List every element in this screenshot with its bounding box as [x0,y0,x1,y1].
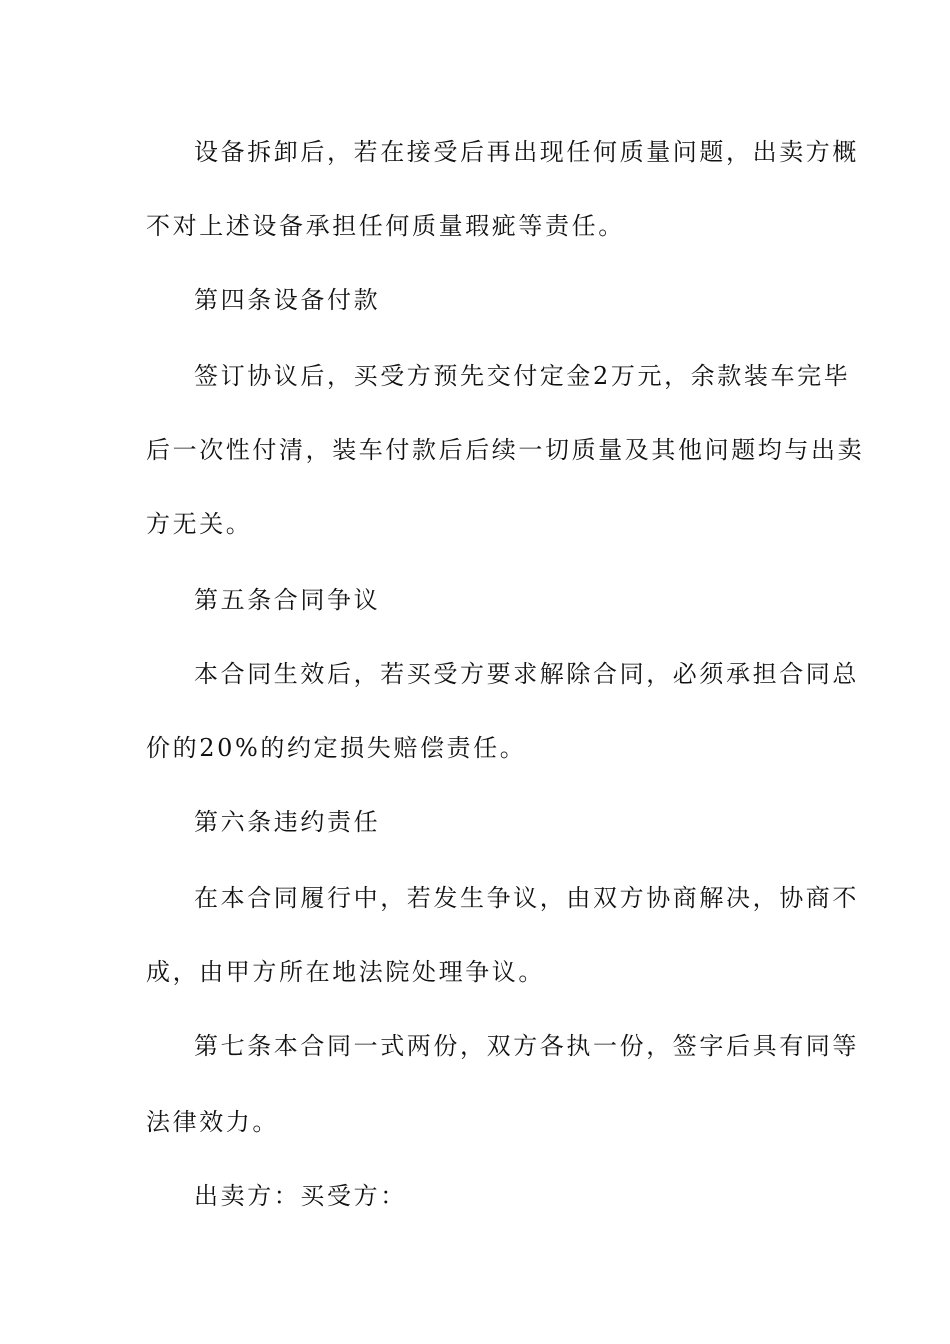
paragraph-line: 法律效力。 [146,1108,279,1136]
paragraph-line: 在本合同履行中，若发生争议，由双方协商解决，协商不 [194,884,859,912]
paragraph-line: 方无关。 [146,510,253,538]
signature-line: 出卖方：买受方： [194,1182,407,1210]
paragraph-line: 第七条本合同一式两份，双方各执一份，签字后具有同等 [194,1032,859,1060]
paragraph-line: 本合同生效后，若买受方要求解除合同，必须承担合同总 [194,660,859,688]
paragraph-line: 价的20%的约定损失赔偿责任。 [146,734,527,762]
paragraph-line: 后一次性付清，装车付款后后续一切质量及其他问题均与出卖 [146,436,865,464]
section-heading: 第六条违约责任 [194,808,381,836]
paragraph-line: 设备拆卸后，若在接受后再出现任何质量问题，出卖方概 [194,138,859,166]
section-heading: 第四条设备付款 [194,286,381,314]
paragraph-line: 成，由甲方所在地法院处理争议。 [146,958,545,986]
paragraph-line: 签订协议后，买受方预先交付定金2万元，余款装车完毕 [194,362,851,390]
paragraph-line: 不对上述设备承担任何质量瑕疵等责任。 [146,212,625,240]
section-heading: 第五条合同争议 [194,586,381,614]
